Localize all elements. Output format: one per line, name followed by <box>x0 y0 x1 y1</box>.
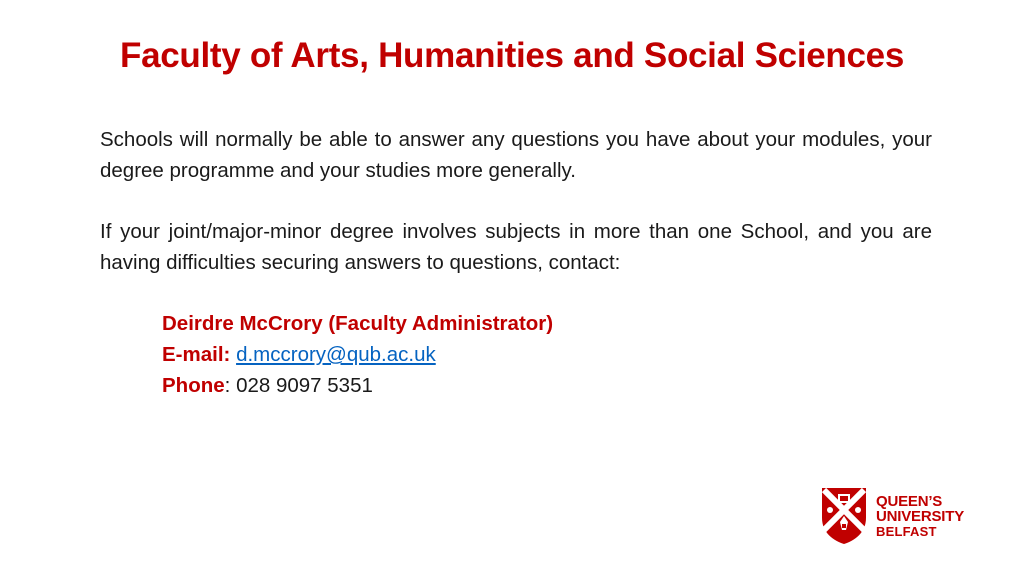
paragraph-schools: Schools will normally be able to answer any questions you have about your modules, your degree programme and your studies more generally. <box>100 128 932 182</box>
logo-line-2: UNIVERSITY <box>876 507 965 525</box>
phone-label: Phone <box>162 374 225 397</box>
contact-email-row <box>162 339 553 370</box>
page-title: Faculty of Arts, Humanities and Social Sciences <box>119 36 904 75</box>
logo-line-3: BELFAST <box>876 523 937 539</box>
email-link[interactable]: d.mccrory@qub.ac.uk <box>236 343 436 366</box>
logo-wordmark <box>876 494 964 539</box>
university-logo <box>820 484 980 548</box>
crest-icon <box>820 486 868 546</box>
contact-name: Deirdre McCrory (Faculty Administrator) <box>162 312 554 335</box>
phone-separator: : <box>224 374 231 397</box>
email-label: E-mail: <box>162 343 231 366</box>
contact-phone-row <box>162 370 553 401</box>
logo-line-1: QUEEN’S <box>876 492 943 510</box>
paragraph-joint-degree: If your joint/major-minor degree involves subjects in more than one School, and you are having difficulties securing answers to questions, contact: <box>100 220 932 274</box>
contact-block <box>162 308 553 401</box>
phone-number: 028 9097 5351 <box>236 374 373 397</box>
